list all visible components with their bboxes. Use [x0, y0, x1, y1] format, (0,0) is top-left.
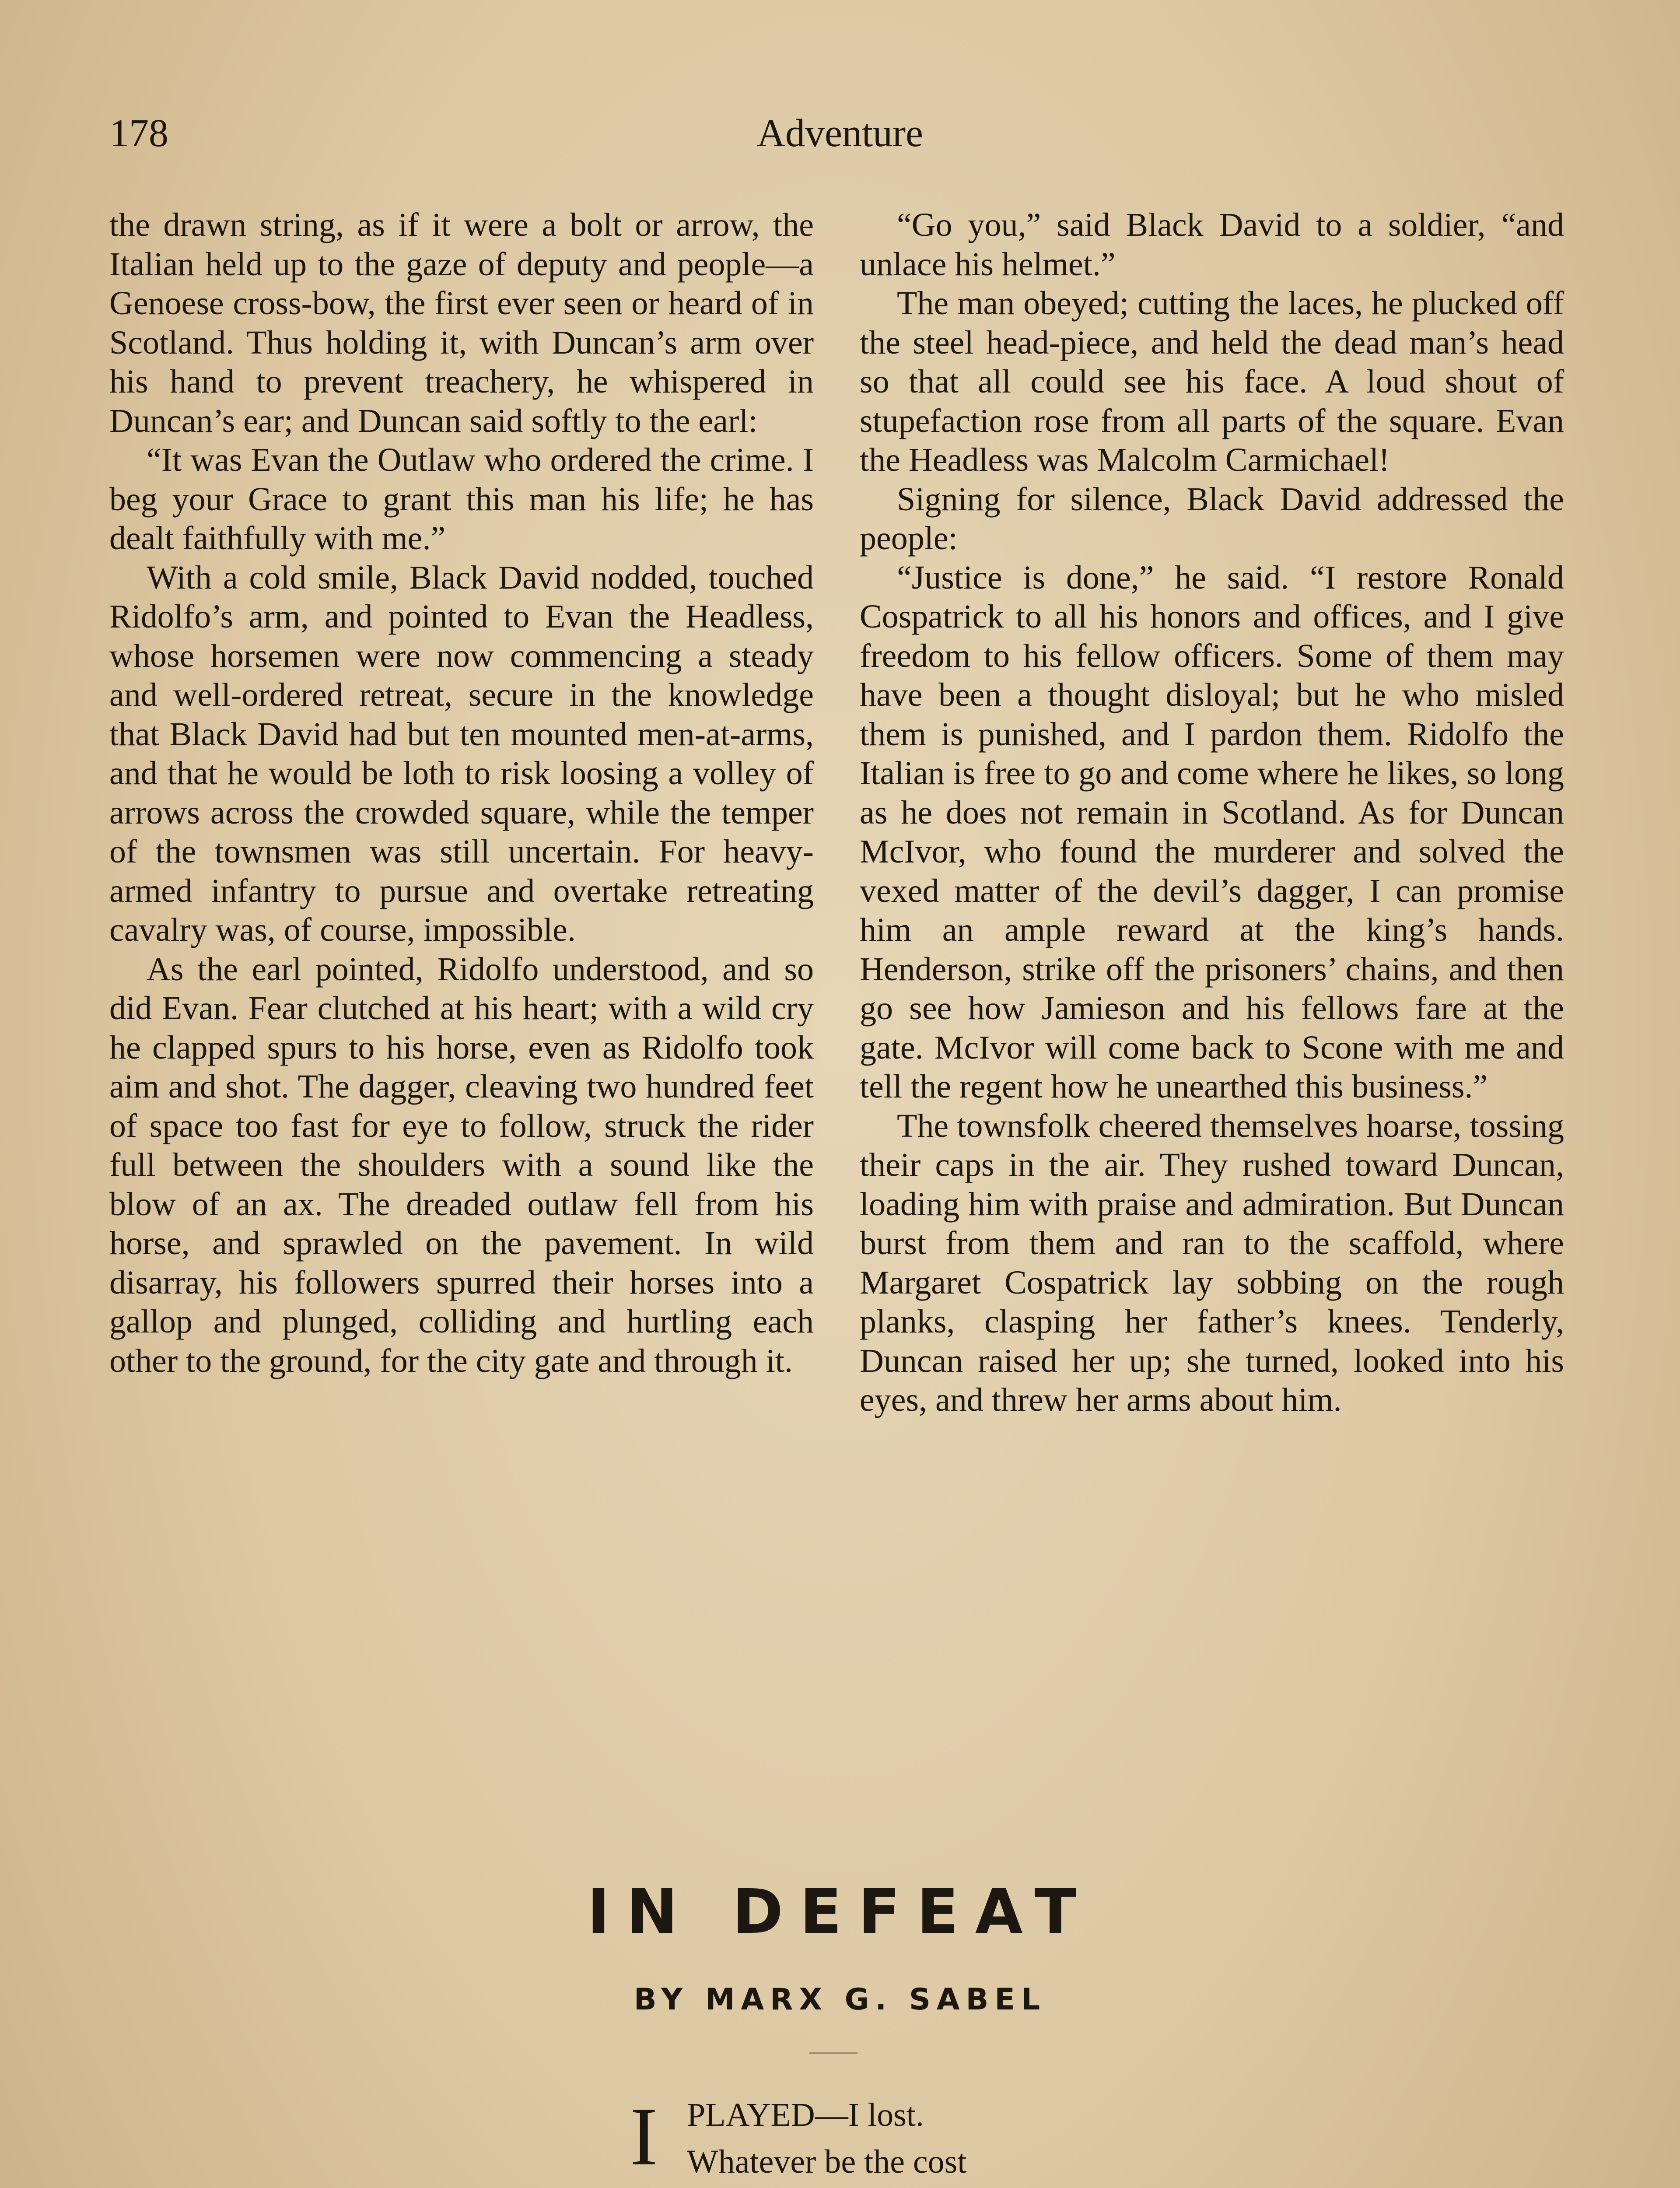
- paragraph: As the earl pointed, Ridolfo understood, and so did Evan. Fear clutched at his heart; with a wild cry he clapped spurs to his horse, even as Ridolfo took aim and shot. The dagger, cleaving two hundred feet of space too fast for eye to follow, struck the rider full between the shoulders with a sound like the blow of an ax. The dreaded outlaw fell from his horse, and sprawled on the pavement. In wild disarray, his followers spurred their horses into a gallop and plunged, colliding and hurtling each other to the ground, for the city gate and through it.: [109, 950, 814, 1379]
- poem-line: Whatever be the cost: [687, 2143, 967, 2180]
- poem-body: [630, 2092, 1111, 2188]
- paragraph: “Go you,” said Black David to a soldier, “and unlace his helmet.”: [860, 207, 1564, 283]
- running-head: Adventure: [757, 112, 923, 155]
- poem-title: IN DEFEAT: [587, 1876, 1093, 1948]
- page-header: [109, 103, 1571, 164]
- story-right-column: [860, 206, 1564, 1420]
- paragraph: “Justice is done,” he said. “I restore Ronald Cospatrick to all his honors and offices, and I give freedom to his fellow officers. Some of them may have been a thought disloyal; but he who misled them is punished, and I pardon them. Ridolfo the Italian is free to go and come where he likes, so long as he does not remain in Scotland. As for Duncan McIvor, who found the murderer and solved the vexed matter of the devil’s dagger, I can promise him an ample reward at the king’s hands. Henderson, strike off the prisoners’ chains, and then go see how Jamieson and his fellows fare at the gate. McIvor will come back to Scone with me and tell the regent how he unearthed this business.”: [860, 559, 1564, 1105]
- paragraph: With a cold smile, Black David nodded, touched Ridolfo’s arm, and pointed to Evan the Headless, whose horsemen were now commencing a steady and well-ordered retreat, secure in the knowledge that Black David had but ten mounted men-at-arms, and that he would be loth to risk loosing a volley of arrows across the crowded square, while the temper of the townsmen was still uncertain. For heavy-armed infantry to pursue and overtake retreating cavalry was, of course, impossible.: [109, 559, 814, 948]
- poem-line: PLAYED—I lost.: [687, 2097, 924, 2133]
- page-number: 178: [109, 112, 168, 155]
- divider-ornament: [809, 2052, 858, 2054]
- paragraph: “It was Evan the Outlaw who ordered the crime. I beg your Grace to grant this man his life; he has dealt faithfully with me.”: [109, 442, 814, 557]
- poem-line: [630, 2185, 1111, 2188]
- drop-cap: I: [630, 2091, 658, 2183]
- paragraph: the drawn string, as if it were a bolt or arrow, the Italian held up to the gaze of deputy and people—a Genoese cross-bow, the first ever seen or heard of in Scotland. Thus holding it, with Duncan’s arm over his hand to prevent treachery, he whispered in Duncan’s ear; and Duncan said softly to the earl:: [109, 207, 814, 439]
- story-left-column: [109, 206, 814, 1381]
- poem-byline: BY MARX G. SABEL: [634, 1982, 1046, 2017]
- paragraph: The townsfolk cheered themselves hoarse, tossing their caps in the air. They rushed toward Duncan, loading him with praise and admiration. But Duncan burst from them and ran to the scaffold, where Margaret Cospatrick lay sobbing on the rough planks, clasping her father’s knees. Tenderly, Duncan raised her up; she turned, looked into his eyes, and threw her arms about him.: [860, 1107, 1564, 1418]
- paragraph: The man obeyed; cutting the laces, he plucked off the steel head-piece, and held the dead man’s head so that all could see his face. A loud shout of stupefaction rose from all parts of the square. Evan the Headless was Malcolm Carmichael!: [860, 285, 1564, 478]
- paragraph: Signing for silence, Black David addressed the people:: [860, 480, 1564, 557]
